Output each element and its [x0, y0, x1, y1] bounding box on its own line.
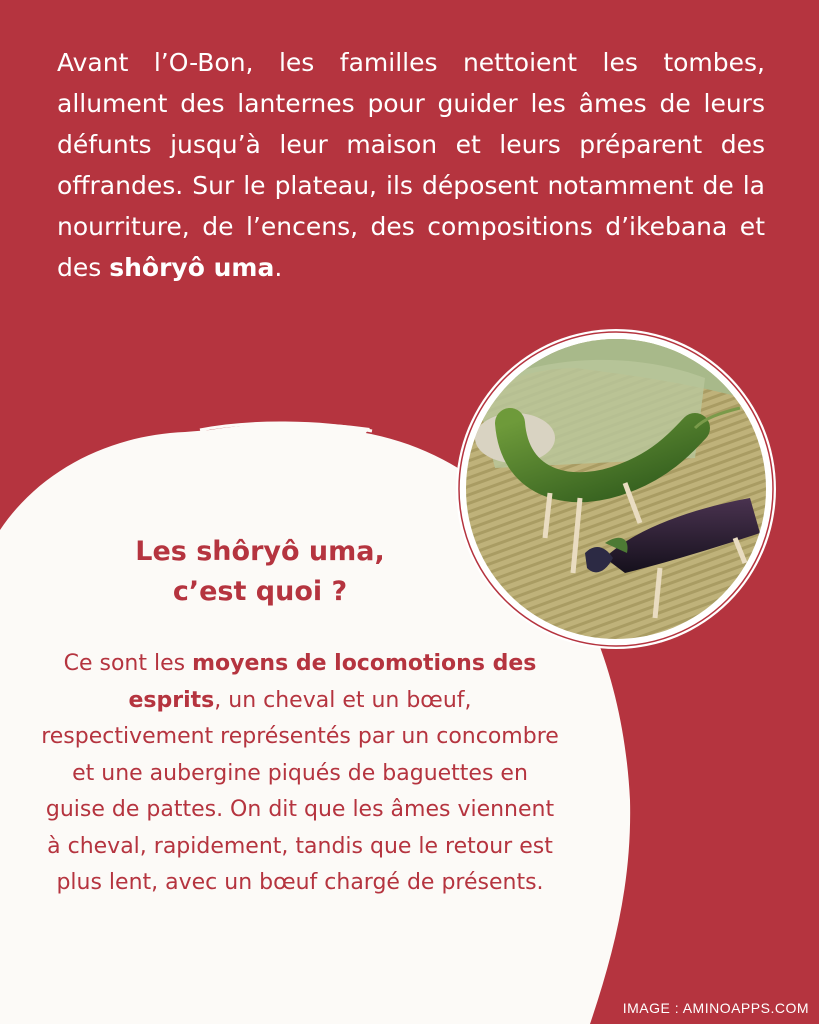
intro-highlight: shôryô uma	[109, 253, 275, 282]
intro-text: Avant l’O-Bon, les familles nettoient les tombes, allument des lanternes pour guider les âmes de leurs défunts jusqu’à leur maison et leurs préparent des offrandes. Sur le plateau, ils déposent notamment de la nourriture, de l’encens, des compositions d’ikebana et des	[57, 48, 765, 282]
body-text-start: Ce sont les	[63, 651, 193, 676]
intro-end: .	[274, 253, 283, 282]
body-text-rest: , un cheval et un bœuf, respectivement représentés par un concombre et une aubergine piqués de baguettes en guise de pattes. On dit que les âmes viennent à cheval, rapidement, tandis que le retour est plus lent, avec un bœuf chargé de présents.	[41, 687, 559, 895]
shoryo-uma-photo	[455, 328, 777, 650]
heading-line-1: Les shôryô uma,	[135, 536, 385, 567]
image-credit: IMAGE : AMINOAPPS.COM	[622, 1000, 809, 1016]
body-highlight: moyens de locomotions des esprits	[128, 651, 537, 713]
section-heading	[100, 532, 420, 612]
explanation-paragraph	[40, 646, 560, 902]
heading-line-2: c’est quoi ?	[172, 576, 348, 607]
